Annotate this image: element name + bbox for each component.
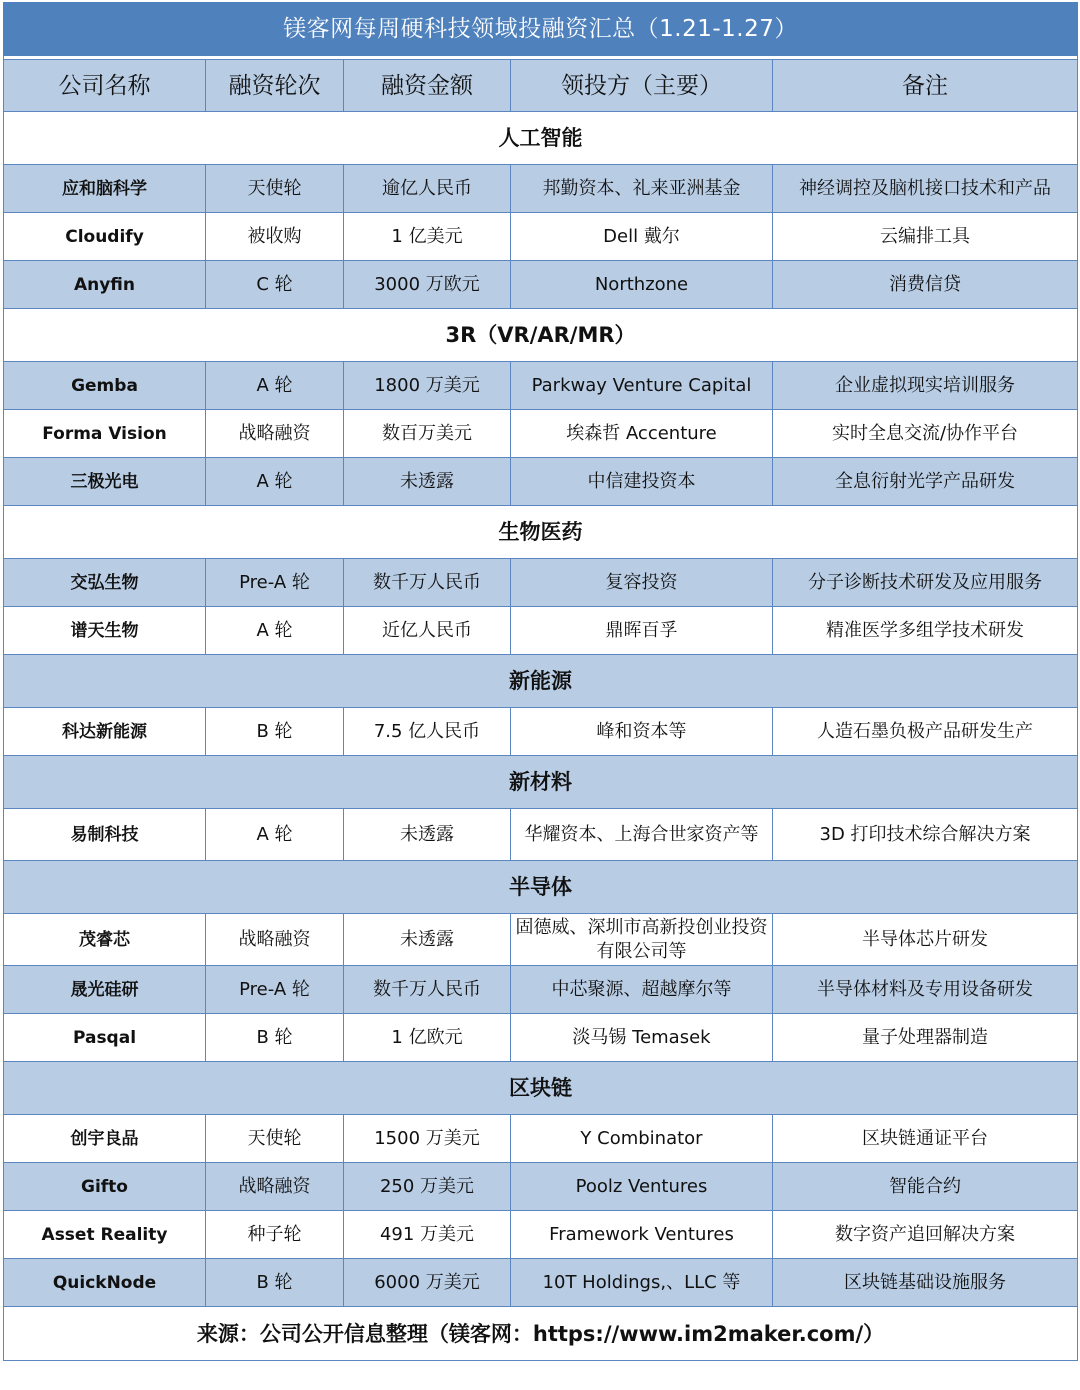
table-row	[4, 1014, 1078, 1062]
funding-amount: 近亿人民币	[344, 607, 511, 655]
note: 量子处理器制造	[773, 1014, 1078, 1062]
table-row	[4, 914, 1078, 966]
funding-amount: 未透露	[344, 809, 511, 861]
funding-round: 被收购	[206, 213, 344, 261]
table-row	[4, 809, 1078, 861]
table-row	[4, 213, 1078, 261]
table-row	[4, 165, 1078, 213]
column-header-round: 融资轮次	[206, 60, 344, 112]
funding-round: A 轮	[206, 458, 344, 506]
funding-round: A 轮	[206, 607, 344, 655]
funding-amount: 数百万美元	[344, 410, 511, 458]
section-title: 半导体	[4, 861, 1078, 914]
funding-amount: 3000 万欧元	[344, 261, 511, 309]
funding-amount: 250 万美元	[344, 1163, 511, 1211]
note: 智能合约	[773, 1163, 1078, 1211]
table-row	[4, 362, 1078, 410]
lead-investor: 埃森哲 Accenture	[511, 410, 773, 458]
funding-amount: 未透露	[344, 458, 511, 506]
lead-investor: Y Combinator	[511, 1115, 773, 1163]
funding-round: Pre-A 轮	[206, 966, 344, 1014]
note: 分子诊断技术研发及应用服务	[773, 559, 1078, 607]
note: 云编排工具	[773, 213, 1078, 261]
column-header-note: 备注	[773, 60, 1078, 112]
table-row	[4, 559, 1078, 607]
lead-investor: Parkway Venture Capital	[511, 362, 773, 410]
funding-round: 战略融资	[206, 410, 344, 458]
table-row	[4, 1259, 1078, 1307]
company-name: 交弘生物	[4, 559, 206, 607]
note: 实时全息交流/协作平台	[773, 410, 1078, 458]
section-header-biomed	[4, 506, 1078, 559]
table-title: 镁客网每周硬科技领域投融资汇总（1.21-1.27）	[4, 3, 1078, 56]
section-header-blockchain	[4, 1062, 1078, 1115]
company-name: 晟光硅研	[4, 966, 206, 1014]
table-row	[4, 1163, 1078, 1211]
funding-round: B 轮	[206, 1259, 344, 1307]
section-header-new-energy	[4, 655, 1078, 708]
company-name: Gifto	[4, 1163, 206, 1211]
funding-amount: 7.5 亿人民币	[344, 708, 511, 756]
lead-investor: 中信建投资本	[511, 458, 773, 506]
column-header-row	[4, 60, 1078, 112]
section-header-ai	[4, 112, 1078, 165]
title-row	[4, 3, 1078, 56]
company-name: Cloudify	[4, 213, 206, 261]
table-row	[4, 410, 1078, 458]
funding-amount: 未透露	[344, 914, 511, 966]
column-header-investor: 领投方（主要）	[511, 60, 773, 112]
company-name: 易制科技	[4, 809, 206, 861]
column-header-amount: 融资金额	[344, 60, 511, 112]
lead-investor: 峰和资本等	[511, 708, 773, 756]
company-name: Gemba	[4, 362, 206, 410]
funding-round: A 轮	[206, 809, 344, 861]
company-name: 科达新能源	[4, 708, 206, 756]
funding-amount: 1 亿欧元	[344, 1014, 511, 1062]
funding-amount: 数千万人民币	[344, 966, 511, 1014]
lead-investor: 固德威、深圳市高新投创业投资有限公司等	[511, 914, 773, 966]
note: 全息衍射光学产品研发	[773, 458, 1078, 506]
funding-round: Pre-A 轮	[206, 559, 344, 607]
table-row	[4, 458, 1078, 506]
section-title: 区块链	[4, 1062, 1078, 1115]
funding-round: 战略融资	[206, 1163, 344, 1211]
section-header-new-materials	[4, 756, 1078, 809]
table-row	[4, 1211, 1078, 1259]
section-title: 生物医药	[4, 506, 1078, 559]
section-title: 新能源	[4, 655, 1078, 708]
lead-investor: 复容投资	[511, 559, 773, 607]
source-footer-row	[4, 1307, 1078, 1361]
company-name: Asset Reality	[4, 1211, 206, 1259]
note: 消费信贷	[773, 261, 1078, 309]
company-name: QuickNode	[4, 1259, 206, 1307]
funding-summary	[3, 2, 1077, 1361]
lead-investor: 鼎晖百孚	[511, 607, 773, 655]
section-title: 人工智能	[4, 112, 1078, 165]
note: 半导体材料及专用设备研发	[773, 966, 1078, 1014]
table-row	[4, 261, 1078, 309]
lead-investor: Poolz Ventures	[511, 1163, 773, 1211]
section-header-semiconductor	[4, 861, 1078, 914]
lead-investor: 10T Holdings,、LLC 等	[511, 1259, 773, 1307]
funding-round: 天使轮	[206, 165, 344, 213]
lead-investor: Dell 戴尔	[511, 213, 773, 261]
note: 人造石墨负极产品研发生产	[773, 708, 1078, 756]
note: 3D 打印技术综合解决方案	[773, 809, 1078, 861]
funding-amount: 1500 万美元	[344, 1115, 511, 1163]
funding-round: C 轮	[206, 261, 344, 309]
funding-amount: 逾亿人民币	[344, 165, 511, 213]
company-name: Forma Vision	[4, 410, 206, 458]
table-row	[4, 607, 1078, 655]
section-header-3r	[4, 309, 1078, 362]
company-name: 应和脑科学	[4, 165, 206, 213]
note: 精准医学多组学技术研发	[773, 607, 1078, 655]
funding-round: A 轮	[206, 362, 344, 410]
company-name: Pasqal	[4, 1014, 206, 1062]
source-note: 来源：公司公开信息整理（镁客网：https://www.im2maker.com/）	[4, 1307, 1078, 1361]
funding-round: 种子轮	[206, 1211, 344, 1259]
funding-round: 战略融资	[206, 914, 344, 966]
table-row	[4, 966, 1078, 1014]
funding-round: 天使轮	[206, 1115, 344, 1163]
funding-amount: 491 万美元	[344, 1211, 511, 1259]
note: 区块链通证平台	[773, 1115, 1078, 1163]
funding-amount: 1800 万美元	[344, 362, 511, 410]
lead-investor: Northzone	[511, 261, 773, 309]
company-name: 三极光电	[4, 458, 206, 506]
lead-investor: 淡马锡 Temasek	[511, 1014, 773, 1062]
lead-investor: 中芯聚源、超越摩尔等	[511, 966, 773, 1014]
lead-investor: Framework Ventures	[511, 1211, 773, 1259]
company-name: 茂睿芯	[4, 914, 206, 966]
lead-investor: 邦勤资本、礼来亚洲基金	[511, 165, 773, 213]
note: 半导体芯片研发	[773, 914, 1078, 966]
note: 神经调控及脑机接口技术和产品	[773, 165, 1078, 213]
table-row	[4, 708, 1078, 756]
funding-round: B 轮	[206, 708, 344, 756]
funding-amount: 1 亿美元	[344, 213, 511, 261]
lead-investor: 华耀资本、上海合世家资产等	[511, 809, 773, 861]
section-title: 新材料	[4, 756, 1078, 809]
funding-amount: 数千万人民币	[344, 559, 511, 607]
funding-table	[3, 2, 1078, 1361]
table-row	[4, 1115, 1078, 1163]
funding-round: B 轮	[206, 1014, 344, 1062]
company-name: Anyfin	[4, 261, 206, 309]
funding-amount: 6000 万美元	[344, 1259, 511, 1307]
note: 区块链基础设施服务	[773, 1259, 1078, 1307]
company-name: 谱天生物	[4, 607, 206, 655]
note: 企业虚拟现实培训服务	[773, 362, 1078, 410]
section-title: 3R（VR/AR/MR）	[4, 309, 1078, 362]
column-header-company: 公司名称	[4, 60, 206, 112]
company-name: 创宇良品	[4, 1115, 206, 1163]
note: 数字资产追回解决方案	[773, 1211, 1078, 1259]
